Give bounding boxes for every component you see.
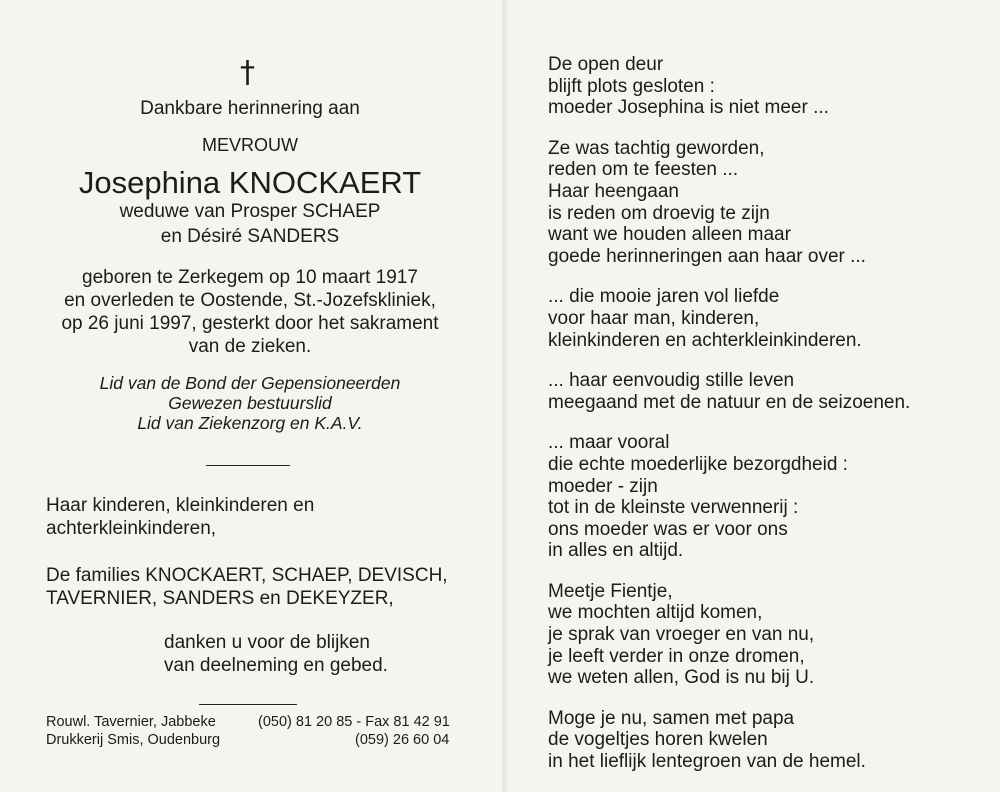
poem-line: we weten allen, God is nu bij U.: [548, 667, 815, 689]
poem-line: in het lieflijk lentegroen van de hemel.: [548, 751, 866, 773]
poem-line: kleinkinderen en achterkleinkinderen.: [548, 329, 862, 351]
poem-line: Moge je nu, samen met papa: [548, 707, 795, 729]
poem-line: ... die mooie jaren vol liefde: [548, 286, 780, 308]
poem-line: Ze was tachtig geworden,: [548, 137, 765, 159]
footer-rule: [199, 704, 297, 705]
poem-line: je sprak van vroeger en van nu,: [548, 624, 815, 646]
thanks-line-1: danken u voor de blijken: [164, 632, 370, 653]
funeral-home-name: Rouwl. Tavernier, Jabbeke: [46, 714, 216, 730]
membership-line-3: Lid van Ziekenzorg en K.A.V.: [137, 413, 363, 433]
poem-line: ... haar eenvoudig stille leven: [548, 370, 795, 392]
family-line-2: achterkleinkinderen,: [46, 518, 217, 539]
center-fold: [503, 0, 505, 792]
poem-line: moeder - zijn: [548, 475, 658, 497]
poem-line: moeder Josephina is niet meer ...: [548, 97, 829, 119]
title-text: MEVROUW: [202, 135, 298, 155]
poem-line: we mochten altijd komen,: [548, 602, 763, 624]
funeral-home-phone: (050) 81 20 85 - Fax 81 42 91: [258, 714, 450, 730]
families-line-2: TAVERNIER, SANDERS en DEKEYZER,: [46, 588, 394, 609]
poem-line: tot in de kleinste verwennerij :: [548, 497, 799, 519]
poem-line: ... maar vooral: [548, 432, 670, 454]
poem-line: ons moeder was er voor ons: [548, 518, 788, 540]
poem-line: de vogeltjes horen kwelen: [548, 729, 768, 751]
widow-line-2: en Désiré SANDERS: [160, 226, 340, 247]
poem-line: want we houden alleen maar: [548, 224, 791, 246]
poem-stanza: [548, 370, 988, 413]
families-line-1: De families KNOCKAERT, SCHAEP, DEVISCH,: [46, 565, 448, 586]
printer-phone: (059) 26 60 04: [355, 732, 450, 748]
birth-line-2: en overleden te Oostende, St.-Jozefskliniek,: [64, 290, 436, 311]
poem-stanza: [548, 708, 988, 773]
poem-line: je leeft verder in onze dromen,: [548, 645, 805, 667]
poem-stanza: [548, 432, 988, 562]
poem-line: Meetje Fientje,: [548, 580, 673, 602]
poem-stanza: [548, 581, 988, 689]
poem-stanza: [548, 54, 988, 119]
printer-name: Drukkerij Smis, Oudenburg: [46, 732, 221, 748]
poem-stanza: [548, 286, 988, 351]
intro-text: Dankbare herinnering aan: [140, 98, 360, 119]
poem-line: die echte moederlijke bezorgdheid :: [548, 453, 848, 475]
family-line-1: Haar kinderen, kleinkinderen en: [46, 495, 315, 516]
cross-icon: †: [240, 55, 255, 90]
poem-line: goede herinneringen aan haar over ...: [548, 245, 866, 267]
poem-line: in alles en altijd.: [548, 540, 684, 562]
thanks-line-2: van deelneming en gebed.: [164, 655, 388, 676]
divider-rule: [206, 465, 290, 466]
poem-line: is reden om droevig te zijn: [548, 202, 770, 224]
poem-stanza: [548, 138, 988, 268]
membership-line-2: Gewezen bestuurslid: [168, 393, 332, 413]
poem-line: Haar heengaan: [548, 180, 679, 202]
birth-line-3: op 26 juni 1997, gesterkt door het sakrament: [61, 313, 439, 334]
birth-line-1: geboren te Zerkegem op 10 maart 1917: [82, 267, 418, 288]
fold-shadow: [500, 0, 510, 792]
birth-line-4: van de zieken.: [188, 336, 312, 357]
poem-line: De open deur: [548, 54, 664, 75]
poem: [548, 54, 988, 792]
poem-line: voor haar man, kinderen,: [548, 307, 760, 329]
membership-line-1: Lid van de Bond der Gepensioneerden: [99, 373, 401, 393]
deceased-name: Josephina KNOCKAERT: [78, 165, 422, 200]
poem-line: meegaand met de natuur en de seizoenen.: [548, 391, 911, 413]
poem-line: reden om te feesten ...: [548, 159, 739, 181]
widow-line-1: weduwe van Prosper SCHAEP: [119, 201, 381, 222]
poem-line: blijft plots gesloten :: [548, 75, 715, 97]
